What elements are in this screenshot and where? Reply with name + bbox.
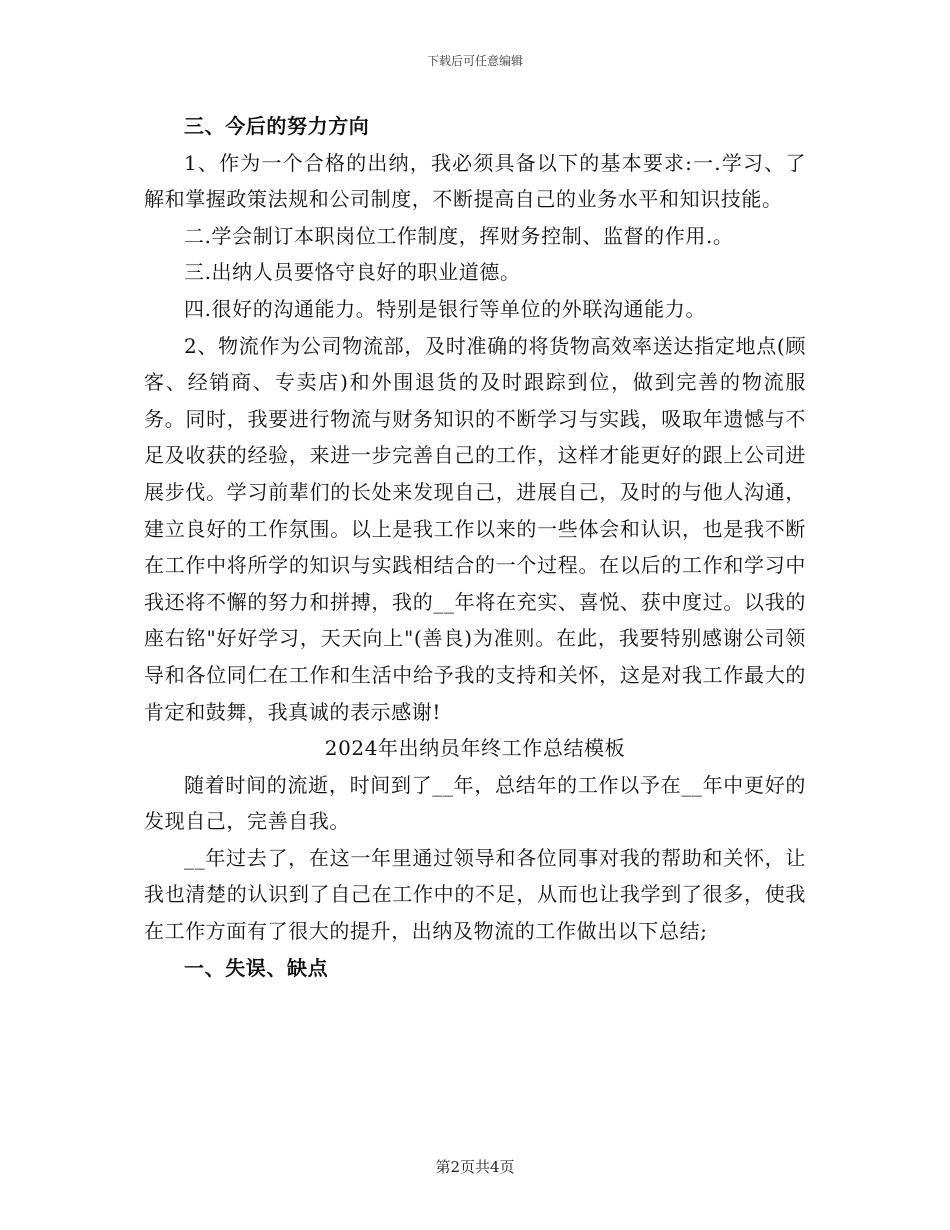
paragraph-item-two: 二.学会制订本职岗位工作制度，挥财务控制、监督的作用.。 <box>184 223 734 248</box>
paragraph-intro: 随着时间的流逝，时间到了__年，总结年的工作以予在__年中更好的发现自己，完善自我。 <box>144 772 806 834</box>
page-header: 下载后可任意编辑 <box>426 54 523 68</box>
paragraph-item-three: 三.出纳人员要恪守良好的职业道德。 <box>184 260 521 285</box>
paragraph-year-review: __年过去了，在这一年里通过领导和各位同事对我的帮助和关怀，让我也清楚的认识到了自己在工作中的不足，从而也让我学到了很多，使我在工作方面有了很大的提升，出纳及物流的工作做出以下总结; <box>144 845 806 944</box>
section-heading-future-direction: 三、今后的努力方向 <box>184 114 370 138</box>
document-title: 2024年出纳员年终工作总结模板 <box>324 736 626 761</box>
paragraph-requirements: 1、作为一个合格的出纳，我必须具备以下的基本要求:一.学习、了解和掌握政策法规和公司制度，不断提高自己的业务水平和知识技能。 <box>144 150 806 212</box>
paragraph-item-four: 四.很好的沟通能力。特别是银行等单位的外联沟通能力。 <box>184 296 706 321</box>
section-heading-mistakes: 一、失误、缺点 <box>184 955 329 980</box>
page-number: 第2页共4页 <box>435 1158 515 1176</box>
document-body <box>144 108 806 986</box>
paragraph-logistics: 2、物流作为公司物流部，及时准确的将货物高效率送达指定地点(顾客、经销商、专卖店)和外围退货的及时跟踪到位，做到完善的物流服务。同时，我要进行物流与财务知识的不断学习与实践，吸取年遗憾与不足及收获的经验，来进一步完善自己的工作，这样才能更好的跟上公司进展步伐。学习前辈们的长处来发现自己，进展自己，及时的与他人沟通，建立良好的工作氛围。以上是我工作以来的一些体会和认识，也是我不断在工作中将所学的知识与实践相结合的一个过程。在以后的工作和学习中我还将不懈的努力和拼搏，我的__年将在充实、喜悦、获中度过。以我的座右铭"好好学习，天天向上"(善良)为准则。在此，我要特别感谢公司领导和各位同仁在工作和生活中给予我的支持和关怀，这是对我工作最大的肯定和鼓舞，我真诚的表示感谢! <box>144 333 806 724</box>
